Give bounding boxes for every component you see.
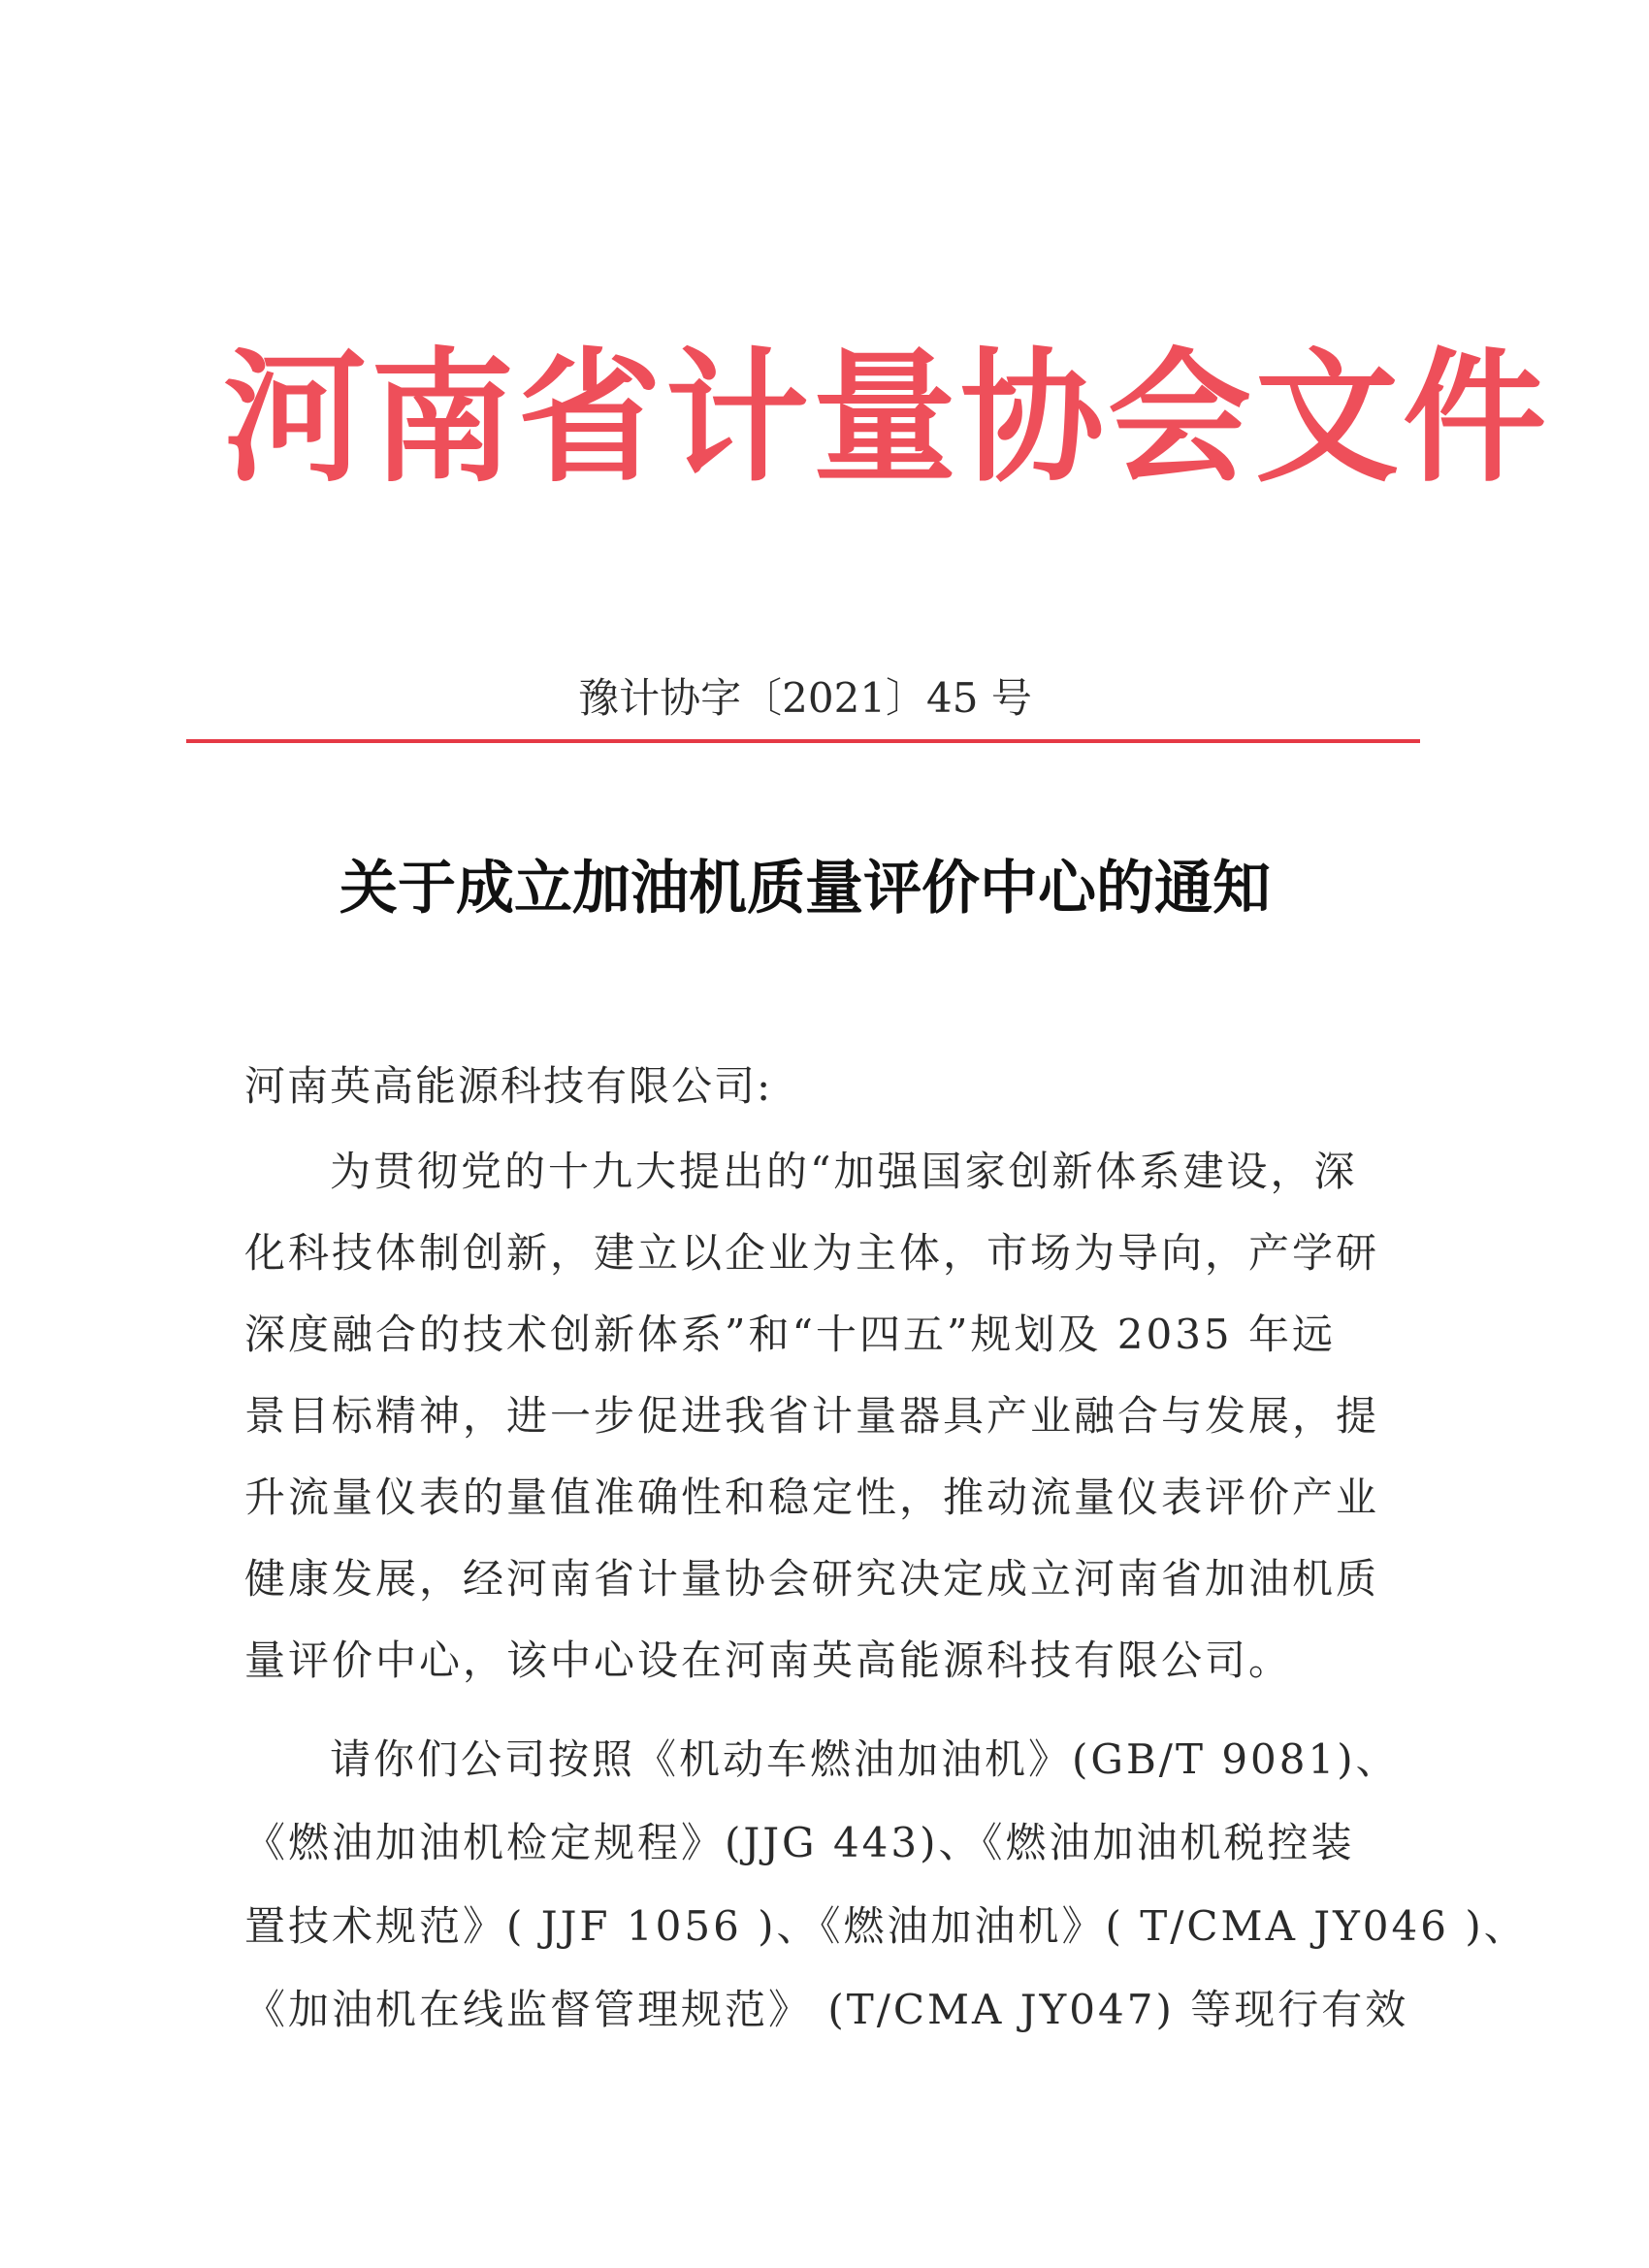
paragraph1-line: 为贯彻党的十九大提出的“加强国家创新体系建设，深: [330, 1148, 1358, 1195]
paragraph1-line: 景目标精神，进一步促进我省计量器具产业融合与发展，提: [244, 1392, 1380, 1440]
notice-title: 关于成立加油机质量评价中心的通知: [340, 855, 1271, 923]
paragraph1-line: 升流量仪表的量值准确性和稳定性，推动流量仪表评价产业: [244, 1474, 1380, 1521]
paragraph1-line: 量评价中心，该中心设在河南英高能源科技有限公司。: [244, 1636, 1293, 1684]
paragraph1-line: 深度融合的技术创新体系”和“十四五”规划及 2035 年远: [244, 1311, 1337, 1358]
paragraph1-line: 健康发展，经河南省计量协会研究决定成立河南省加油机质: [244, 1555, 1380, 1603]
paragraph1-line: 化科技体制创新，建立以企业为主体，市场为导向，产学研: [244, 1229, 1380, 1277]
paragraph2-line: 请你们公司按照《机动车燃油加油机》(GB/T 9081)、: [330, 1735, 1400, 1783]
addressee: 河南英高能源科技有限公司:: [244, 1062, 773, 1110]
letterhead-title: 河南省计量协会文件: [223, 333, 1550, 502]
paragraph2-line: 置技术规范》( JJF 1056 )、《燃油加油机》( T/CMA JY046 )、: [244, 1902, 1528, 1950]
red-divider-line: [186, 739, 1420, 743]
paragraph2-line: 《加油机在线监督管理规范》 (T/CMA JY047) 等现行有效: [244, 1986, 1409, 2033]
document-number: 豫计协字〔2021〕45 号: [578, 674, 1032, 722]
paragraph2-line: 《燃油加油机检定规程》(JJG 443)、《燃油加油机税控装: [244, 1819, 1355, 1866]
